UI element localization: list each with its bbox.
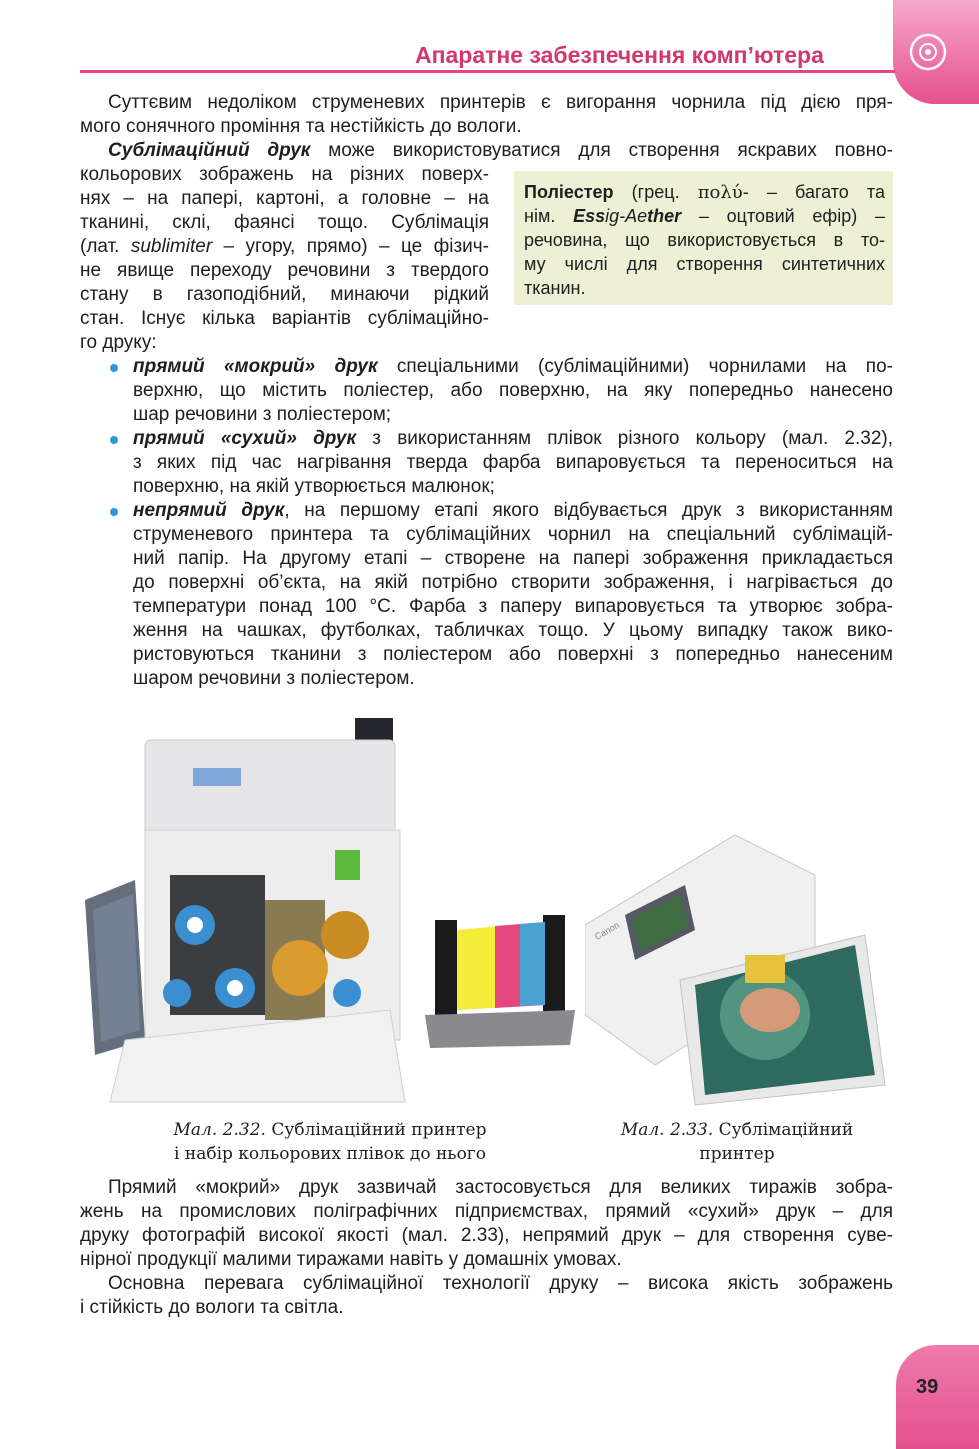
definition-box (514, 171, 893, 305)
sublimation-latin-line: (лат. sublimiter – угору, прямо) – це фізич- (80, 236, 489, 257)
bullet-line: ний папір. На другому етапі – створене на папері зображення прикладається (133, 548, 893, 569)
closing-line: жень на промислових поліграфічних підприємствах, прямий «сухий» друк – для (80, 1201, 893, 1222)
photo-printer-image (585, 815, 895, 1110)
sublimation-line: стан. Існує кілька варіантів сублімаційно- (80, 308, 489, 329)
bullet-line: верхню, що містить поліестер, або поверхню, на яку попередньо нанесено (133, 380, 893, 401)
bullet-line: ження на чашках, футболках, табличках тощо. У цьому випадку також вико- (133, 620, 893, 641)
intro-line-2: мого сонячного проміння та нестійкість до вологи. (80, 116, 522, 137)
bullet-line: температури понад 100 °С. Фарба з паперу випаровується та утворює зобра- (133, 596, 893, 617)
header-rule (80, 70, 895, 73)
bullet-line: поверхню, на якій утворюється малюнок; (133, 476, 495, 497)
closing-line: і стійкість до вологи та світла. (80, 1297, 344, 1318)
definition-line: речовина, що використовується в то- (524, 230, 885, 250)
sublimation-line: тканині, склі, фаянсі тощо. Сублімація (80, 212, 489, 233)
sublimation-line: го друку: (80, 332, 157, 353)
intro-line-1: Суттєвим недоліком струменевих принтерів є вигорання чорнила під дією пря- (108, 92, 893, 113)
definition-line: нім. Essig-Aether – оцтовий ефір) – (524, 206, 885, 226)
bullet-dot (110, 364, 118, 372)
bullet-line: шаром речовини з поліестером. (133, 668, 415, 689)
sublimation-line-1: Сублімаційний друк може використовуватися для створення яскравих повно- (108, 140, 894, 161)
definition-line: му числі для створення синтетичних (524, 254, 885, 274)
closing-line: друку фотографій високої якості (мал. 2.33), непрямий друк – для створення суве- (80, 1225, 893, 1246)
closing-line: нірної продукції малими тиражами навіть у домашніх умовах. (80, 1249, 622, 1270)
sublimation-line: не явище переходу речовини з твердого (80, 260, 489, 281)
sublimation-printer-image (85, 710, 420, 1105)
definition-term: Поліестер (524, 182, 614, 202)
cd-icon (908, 32, 948, 72)
bullet-line: до поверхні об’єкта, на якій потрібно створити зображення, і нагрівається до (133, 572, 893, 593)
bullet-item: непрямий друк, на першому етапі якого відбувається друк з використанням (133, 500, 893, 521)
sublimation-line: стану в газоподібний, минаючи рідкий (80, 284, 489, 305)
bullet-line: шар речовини з поліестером; (133, 404, 392, 425)
bullet-dot (110, 436, 118, 444)
closing-line: Основна перевага сублімаційної технології друку – висока якість зображень (108, 1273, 893, 1294)
bullet-line: з яких під час нагрівання тверда фарба випаровується та переноситься на (133, 452, 893, 473)
definition-line: тканин. (524, 278, 586, 298)
bullet-dot (110, 508, 118, 516)
sublimation-line: кольорових зображень на різних поверх- (80, 164, 489, 185)
bullet-line: ристовуються тканини з поліестером або поверхні з попередньо нанесеним (133, 644, 893, 665)
sublimation-term: Сублімаційний друк (108, 140, 311, 161)
page-number: 39 (916, 1376, 939, 1398)
closing-line: Прямий «мокрий» друк зазвичай застосовується для великих тиражів зобра- (108, 1177, 893, 1198)
sublimation-line: нях – на папері, картоні, а головне – на (80, 188, 489, 209)
bullet-line: струменевого принтера та сублімаційних чорнил на спеціальний сублімацій- (133, 524, 893, 545)
definition-line: Поліестер (грец. πολύ- – багато та (524, 182, 885, 203)
chapter-title: Апаратне забезпечення комп’ютера (415, 42, 824, 68)
figure-caption-2-33: Мал. 2.33. Сублімаційний принтер (620, 1120, 854, 1164)
figure-caption-2-32: Мал. 2.32. Сублімаційний принтер і набір кольорових плівок до нього (173, 1120, 487, 1164)
printer-brand: Canon (593, 919, 621, 942)
bullet-item: прямий «мокрий» друк спеціальними (сублімаційними) чорнилами на по- (133, 356, 893, 377)
bullet-item: прямий «сухий» друк з використанням плівок різного кольору (мал. 2.32), (133, 428, 893, 449)
film-ribbon-set-image (425, 910, 575, 1050)
